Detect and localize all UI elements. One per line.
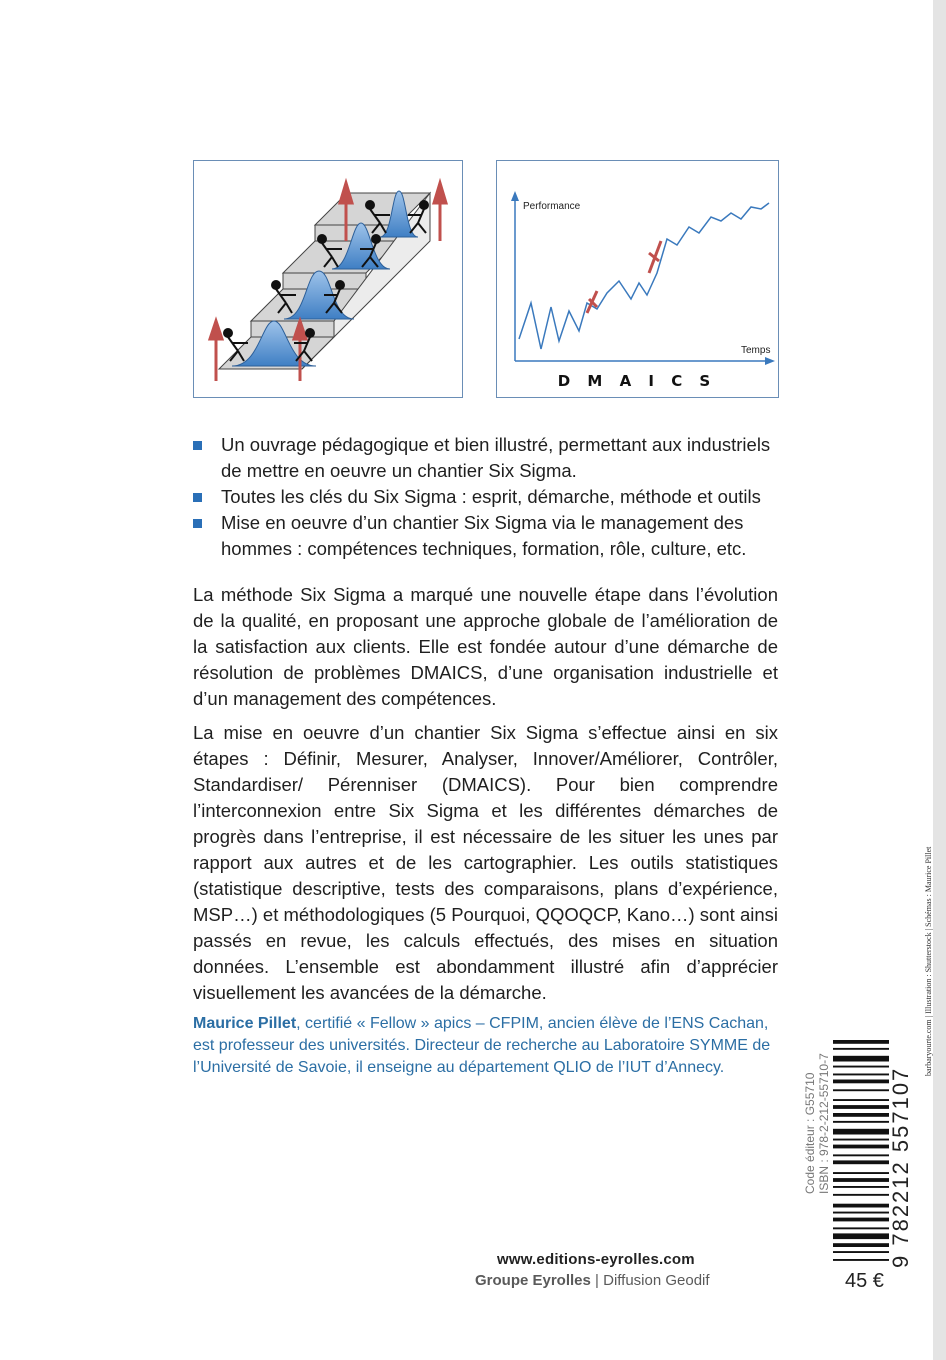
- bullet-square-icon: [193, 519, 202, 528]
- barcode-bar: [833, 1172, 889, 1174]
- barcode-bar: [833, 1154, 889, 1156]
- dmaics-performance-figure: [496, 160, 779, 398]
- barcode-bar: [833, 1080, 889, 1084]
- description-paragraph-2: La mise en oeuvre d’un chantier Six Sigma s’effectue ainsi en six étapes : Définir, Mesurer, Analyser, Innover/Améliorer, Contrôler, Standardiser/ Pérenniser (DMAICS). Pour bien comprendre l’interconnexion entre Six Sigma et les différentes démarches de progrès dans l’entreprise, il est nécessaire de les situer les unes par rapport aux autres et de les cartographier. Les outils statistiques (statistique descriptive, tests des comparaisons, plans d’expérience, MSP…) et méthodologiques (5 Pourquoi, QQOQCP, Kano…) sont ainsi passés en revue, les calculs effectués, des mises en situation données. L’ensemble est abondamment illustré afin d’apprécier visuellement les avancées de la démarche.: [193, 722, 778, 1003]
- image-credits: barbaryourte.com | Illustration : Shutterstock | Schémas : Maurice Pillet: [924, 846, 933, 1076]
- barcode-number: 9 782212 557107: [888, 1066, 913, 1268]
- performance-chart: [497, 161, 778, 397]
- barcode-bar: [833, 1056, 889, 1062]
- barcode-bar: [833, 1129, 889, 1135]
- bullet-square-icon: [193, 493, 202, 502]
- publisher-separator: |: [590, 1272, 604, 1289]
- isbn-barcode: [833, 1040, 889, 1268]
- isbn-number: ISBN : 978-2-212-55710-7: [817, 1053, 831, 1194]
- barcode-bar: [833, 1139, 889, 1141]
- six-sigma-staircase-figure: [193, 160, 463, 398]
- bullet-square-icon: [193, 441, 202, 450]
- barcode-bar: [833, 1178, 889, 1182]
- barcode-bar: [833, 1099, 889, 1101]
- staircase-illustration: [194, 161, 462, 397]
- barcode-bar: [833, 1194, 889, 1196]
- barcode-bar: [833, 1243, 889, 1247]
- barcode-bar: [833, 1259, 889, 1261]
- barcode-bar: [833, 1040, 889, 1044]
- barcode-bar: [833, 1074, 889, 1076]
- barcode-bar: [833, 1227, 889, 1229]
- code-editeur: Code éditeur : G55710: [803, 1072, 817, 1194]
- barcode-bar: [833, 1251, 889, 1253]
- barcode-bar: [833, 1218, 889, 1222]
- feature-bullet-list: [193, 432, 793, 562]
- bullet-item: [193, 484, 793, 510]
- y-axis-label: Performance: [523, 201, 581, 212]
- publisher-website-link[interactable]: www.editions-eyrolles.com: [497, 1251, 695, 1268]
- publisher-name: Groupe Eyrolles: [475, 1272, 591, 1289]
- barcode-bar: [833, 1145, 889, 1149]
- barcode-bar: [833, 1160, 889, 1164]
- performance-line: [519, 203, 769, 349]
- barcode-bar: [833, 1066, 889, 1068]
- barcode-bar: [833, 1105, 889, 1109]
- barcode-bar: [833, 1113, 889, 1117]
- x-axis-label: Temps: [741, 345, 771, 356]
- dmaics-label: D M A I C S: [557, 372, 717, 390]
- author-name: Maurice Pillet: [193, 1015, 297, 1032]
- bullet-text: Un ouvrage pédagogique et bien illustré, permettant aux industriels de mettre en oeuvre un chantier Six Sigma.: [221, 434, 771, 481]
- author-bio-text: , certifié « Fellow » apics – CFPIM, ancien élève de l’ENS Cachan, est professeur des universités. Directeur de recherche au Laboratoire SYMME de l’Université de Savoie, il enseigne au département QLIO de l’IUT d’Annecy.: [193, 1015, 771, 1076]
- barcode-bar: [833, 1048, 889, 1050]
- barcode-bar: [833, 1233, 889, 1239]
- y-axis-arrow: [511, 191, 519, 201]
- bullet-text: Mise en oeuvre d’un chantier Six Sigma via le management des hommes : compétences techniques, formation, rôle, culture, etc.: [221, 512, 747, 559]
- price-label: 45 €: [845, 1270, 884, 1292]
- description-paragraph-1: La méthode Six Sigma a marqué une nouvelle étape dans l’évolution de la qualité, en proposant une approche globale de l’amélioration de la satisfaction aux clients. Elle est fondée autour d’une démarche de résolution de problèmes DMAICS, d’une organisation industrielle et d’un management des compétences.: [193, 584, 778, 709]
- barcode-bar: [833, 1212, 889, 1214]
- barcode-bar: [833, 1121, 889, 1123]
- x-axis-arrow: [765, 357, 775, 365]
- publisher-line: [475, 1272, 710, 1289]
- barcode-bar: [833, 1089, 889, 1091]
- bullet-item: [193, 432, 793, 484]
- distribution-name: Diffusion Geodif: [603, 1272, 710, 1289]
- bullet-item: [193, 510, 793, 562]
- break-marks: [587, 241, 661, 313]
- barcode-bar: [833, 1204, 889, 1208]
- page-edge-strip: [933, 0, 946, 1360]
- bullet-text: Toutes les clés du Six Sigma : esprit, démarche, méthode et outils: [221, 486, 761, 507]
- barcode-bar: [833, 1186, 889, 1188]
- author-bio: [193, 1013, 793, 1079]
